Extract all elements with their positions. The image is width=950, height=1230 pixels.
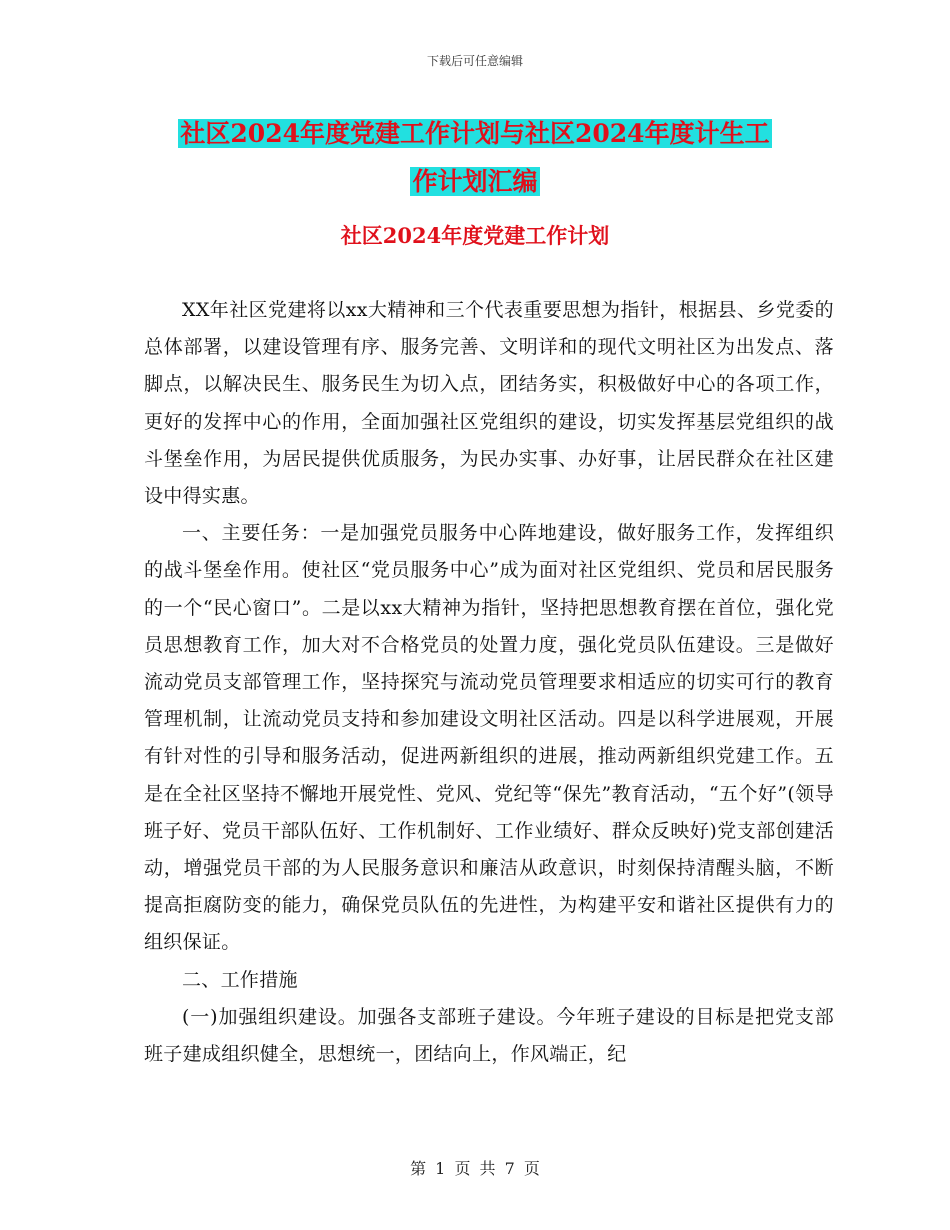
section-title: 社区2024年度党建工作计划 xyxy=(340,223,610,248)
page-number-footer: 第 1 页 共 7 页 xyxy=(410,1159,540,1178)
paragraph-organization-building: (一)加强组织建设。加强各支部班子建设。今年班子建设的目标是把党支部班子建成组织健全，思想统一，团结向上，作风端正，纪 xyxy=(144,1005,834,1066)
page-header-note: 下载后可任意编辑 xyxy=(426,54,523,68)
paragraph-work-measures-heading: 二、工作措施 xyxy=(182,968,298,991)
document-title xyxy=(130,110,820,206)
document-title-line-1: 社区2024年度党建工作计划与社区2024年度计生工 xyxy=(180,119,770,148)
paragraph-intro: XX年社区党建将以xx大精神和三个代表重要思想为指针，根据县、乡党委的总体部署，以建设管理有序、服务完善、文明详和的现代文明社区为出发点、落脚点，以解决民生、服务民生为切入点，团结务实，积极做好中心的各项工作，更好的发挥中心的作用，全面加强社区党组织的建设，切实发挥基层党组织的战斗堡垒作用，为居民提供优质服务，为民办实事、办好事，让居民群众在社区建设中得实惠。 xyxy=(144,299,834,508)
paragraph-main-tasks: 一、主要任务：一是加强党员服务中心阵地建设，做好服务工作，发挥组织的战斗堡垒作用。使社区“党员服务中心”成为面对社区党组织、党员和居民服务的一个“民心窗口”。二是以xx大精神为指针，坚持把思想教育摆在首位，强化党员思想教育工作，加大对不合格党员的处置力度，强化党员队伍建设。三是做好流动党员支部管理工作，坚持探究与流动党员管理要求相适应的切实可行的教育管理机制，让流动党员支持和参加建设文明社区活动。四是以科学进展观，开展有针对性的引导和服务活动，促进两新组织的进展，推动两新组织党建工作。五是在全社区坚持不懈地开展党性、党风、党纪等“保先”教育活动，“五个好”(领导班子好、党员干部队伍好、工作机制好、工作业绩好、群众反映好)党支部创建活动，增强党员干部的为人民服务意识和廉洁从政意识，时刻保持清醒头脑，不断提高拒腐防变的能力，确保党员队伍的先进性，为构建平安和谐社区提供有力的组织保证。 xyxy=(144,522,834,954)
document-body xyxy=(144,292,834,1073)
document-title-line-2: 作计划汇编 xyxy=(412,167,538,196)
